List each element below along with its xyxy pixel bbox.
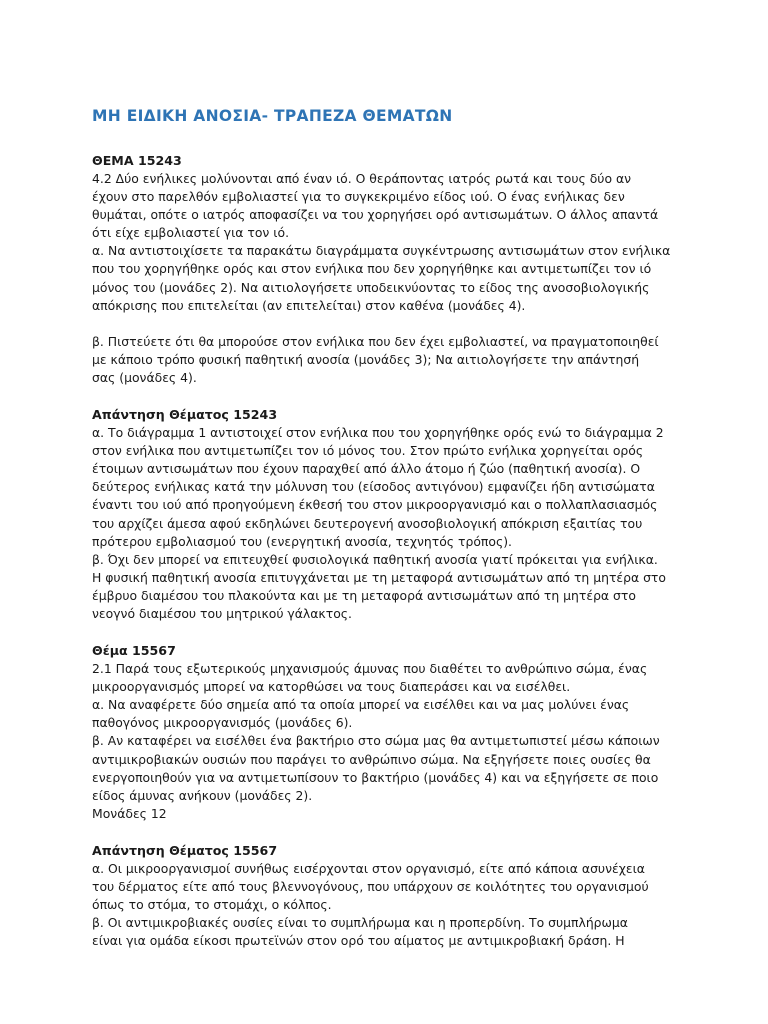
- paragraph-line: σας (μονάδες 4).: [92, 369, 197, 385]
- paragraph-line: νεογνό διαμέσου του μητρικού γάλακτος.: [92, 605, 352, 621]
- paragraph-line: όπως το στόμα, το στομάχι, ο κόλπος.: [92, 897, 332, 913]
- paragraph-line: δεύτερος ενήλικας κατά την μόλυνση του (είσοδος αντιγόνου) εμφανίζει ήδη αντισώματα: [92, 479, 655, 495]
- paragraph-line: Η φυσική παθητική ανοσία επιτυγχάνεται με τη μεταφορά αντισωμάτων από τη μητέρα στο: [92, 569, 666, 585]
- paragraph-line: β. Αν καταφέρει να εισέλθει ένα βακτήριο στο σώμα μας θα αντιμετωπιστεί μέσω κάποιων: [92, 733, 660, 749]
- paragraph-line: είδος άμυνας ανήκουν (μονάδες 2).: [92, 787, 313, 803]
- section-heading: Θέμα 15567: [92, 643, 176, 659]
- paragraph-line: έτοιμων αντισωμάτων που έχουν παραχθεί από άλλο άτομο ή ζώο (παθητική ανοσία). Ο: [92, 461, 641, 477]
- section-answer-15567: [92, 842, 692, 950]
- section-heading: ΘΕΜΑ 15243: [92, 153, 182, 168]
- paragraph-line: α. Να αναφέρετε δύο σημεία από τα οποία μπορεί να εισέλθει και να μας μολύνει ένας: [92, 697, 630, 713]
- paragraph-line: αντιμικροβιακών ουσιών που παράγει το ανθρώπινο σώμα. Να εξηγήσετε ποιες ουσίες θα: [92, 751, 651, 767]
- paragraph-line: ότι είχε εμβολιαστεί για τον ιό.: [92, 225, 290, 241]
- paragraph-line: 4.2 Δύο ενήλικες μολύνονται από έναν ιό. Ο θεράποντας ιατρός ρωτά και τους δύο αν: [92, 171, 632, 186]
- paragraph-gap: [92, 315, 692, 333]
- paragraph-line: παθογόνος μικροοργανισμός (μονάδες 6).: [92, 715, 353, 731]
- paragraph-line: έχουν στο παρελθόν εμβολιαστεί για το συγκεκριμένο είδος ιού. Ο ένας ενήλικας δεν: [92, 189, 625, 205]
- paragraph-line: πρότερου εμβολιασμού του (ενεργητική ανοσία, τεχνητός τρόπος).: [92, 533, 512, 549]
- paragraph-line: έναντι του ιού από προηγούμενη έκθεσή του στον μικροοργανισμό και ο πολλαπλασιασμός: [92, 497, 658, 513]
- section-question-15567: [92, 642, 692, 823]
- paragraph-line: που του χορηγήθηκε ορός και στον ενήλικα που δεν χορηγήθηκε και αντιμετωπίζει τον ιό: [92, 261, 652, 277]
- paragraph-line: α. Οι μικροοργανισμοί συνήθως εισέρχονται στον οργανισμό, είτε από κάποια ασυνέχεια: [92, 860, 645, 876]
- section-heading: Απάντηση Θέματος 15243: [92, 407, 278, 423]
- paragraph-line: με κάποιο τρόπο φυσική παθητική ανοσία (μονάδες 3); Να αιτιολογήσετε την απάντησή: [92, 351, 640, 367]
- paragraph-line: β. Όχι δεν μπορεί να επιτευχθεί φυσιολογικά παθητική ανοσία γιατί πρόκειται για ενήλικα.: [92, 551, 658, 567]
- paragraph-line: είναι για ομάδα είκοσι πρωτεϊνών στον ορό του αίματος με αντιμικροβιακή δράση. Η: [92, 933, 625, 949]
- paragraph-line: α. Το διάγραμμα 1 αντιστοιχεί στον ενήλικα που του χορηγήθηκε ορός ενώ το διάγραμμα 2: [92, 425, 664, 441]
- section-heading: Απάντηση Θέματος 15567: [92, 842, 278, 858]
- paragraph-line: ενεργοποιηθούν για να αντιμετωπίσουν το βακτήριο (μονάδες 4) και να εξηγήσετε σε ποιο: [92, 769, 659, 785]
- paragraph-line: στον ενήλικα που αντιμετωπίζει τον ιό μόνος του. Στον πρώτο ενήλικα χορηγείται ορός: [92, 443, 644, 459]
- document-title: ΜΗ ΕΙΔΙΚΗ ΑΝΟΣΙΑ- ΤΡΑΠΕΖΑ ΘΕΜΑΤΩΝ: [92, 107, 453, 125]
- paragraph-line: β. Οι αντιμικροβιακές ουσίες είναι το συμπλήρωμα και η προπερδίνη. Το συμπλήρωμα: [92, 915, 628, 931]
- paragraph-line: έμβρυο διαμέσου του πλακούντα και με τη μεταφορά αντισωμάτων από τη μητέρα στο: [92, 587, 636, 603]
- paragraph-line: απόκρισης που επιτελείται (αν επιτελείται) στον καθένα (μονάδες 4).: [92, 297, 526, 313]
- paragraph-line: θυμάται, οπότε ο ιατρός αποφασίζει να του χορηγήσει ορό αντισωμάτων. Ο άλλος απαντά: [92, 207, 659, 223]
- paragraph-line: του δέρματος είτε από τους βλεννογόνους, που υπάρχουν σε κοιλότητες του οργανισμού: [92, 879, 649, 894]
- document-page: [92, 107, 692, 969]
- paragraph-line: Μονάδες 12: [92, 805, 167, 821]
- paragraph-line: α. Να αντιστοιχίσετε τα παρακάτω διαγράμματα συγκέντρωσης αντισωμάτων στον ενήλικα: [92, 243, 671, 259]
- paragraph-line: β. Πιστεύετε ότι θα μπορούσε στον ενήλικα που δεν έχει εμβολιαστεί, να πραγματοποιηθεί: [92, 333, 659, 349]
- paragraph-line: μικροοργανισμός μπορεί να κατορθώσει να τους διαπεράσει και να εισέλθει.: [92, 679, 571, 695]
- section-answer-15243: [92, 406, 692, 623]
- paragraph-line: του αρχίζει άμεσα αφού εκδηλώνει δευτερογενή ανοσοβιολογική απόκριση εξαιτίας του: [92, 515, 643, 531]
- section-question-15243: [92, 152, 692, 387]
- paragraph-line: 2.1 Παρά τους εξωτερικούς μηχανισμούς άμυνας που διαθέτει το ανθρώπινο σώμα, ένας: [92, 661, 648, 677]
- paragraph-line: μόνος του (μονάδες 2). Να αιτιολογήσετε υποδεικνύοντας το είδος της ανοσοβιολογικής: [92, 279, 650, 295]
